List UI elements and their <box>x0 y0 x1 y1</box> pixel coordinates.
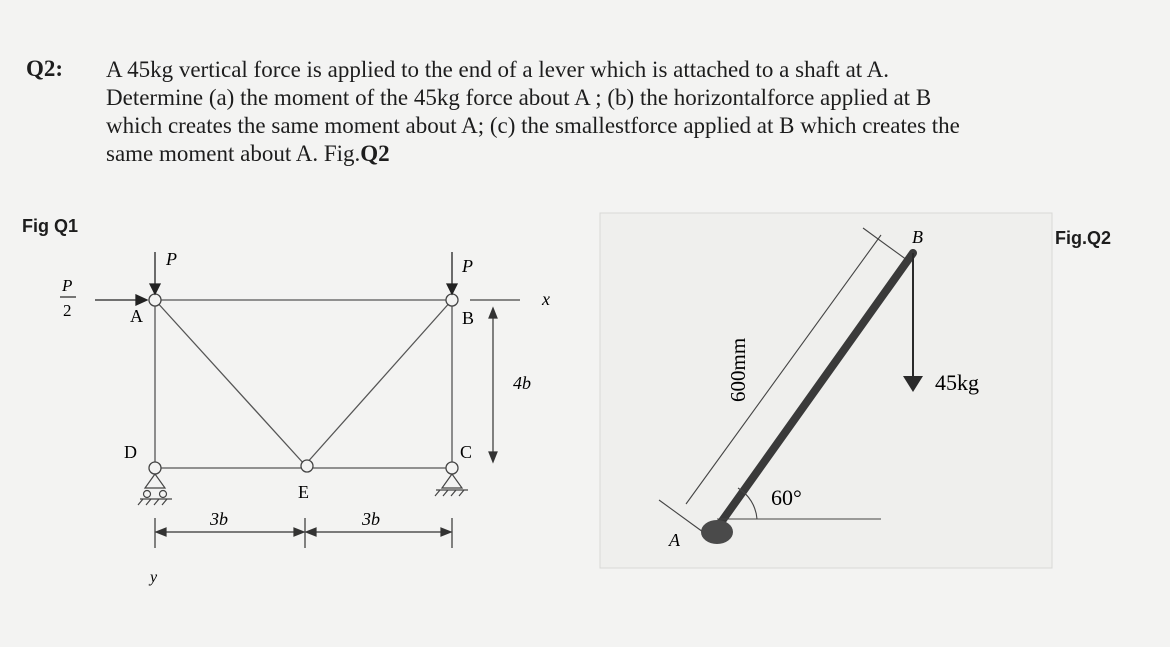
lever-figure <box>595 210 1055 575</box>
question-number: Q2: <box>26 56 64 81</box>
fig-q1-label: Fig Q1 <box>22 216 79 236</box>
load-arrowhead-left <box>150 284 160 294</box>
span-arrow-4 <box>441 528 451 536</box>
question-line-3: which creates the same moment about A; (c) the smallestforce applied at B which creates the <box>106 113 960 138</box>
joint-d <box>149 462 161 474</box>
joint-e <box>301 460 313 472</box>
node-b-label: B <box>462 308 475 328</box>
load-right-label: P <box>462 256 473 276</box>
hatch-d <box>138 499 167 505</box>
figure-frame <box>600 213 1052 568</box>
member-ae <box>155 300 305 465</box>
point-b-label: B <box>912 227 923 247</box>
load-left-label: P <box>166 249 177 269</box>
point-a-label: A <box>669 530 680 550</box>
angle-label: 60° <box>771 485 802 510</box>
pin-support-c <box>442 474 462 488</box>
x-axis-label: x <box>542 289 550 309</box>
node-e-label: E <box>298 482 309 502</box>
side-load-numerator: P <box>62 276 73 295</box>
height-dim-label: 4b <box>513 373 531 393</box>
pin-support-d <box>145 474 165 488</box>
span-arrow-1 <box>156 528 166 536</box>
side-load-denominator: 2 <box>63 301 72 320</box>
node-d-label: D <box>124 442 137 462</box>
span-arrow-2 <box>294 528 304 536</box>
node-a-label: A <box>130 306 143 326</box>
question-line-4-text: same moment about A. Fig. <box>106 141 361 166</box>
load-arrowhead-right <box>447 284 457 294</box>
node-c-label: C <box>460 442 473 462</box>
length-label: 600mm <box>726 337 750 402</box>
y-axis-label: y <box>150 569 158 586</box>
height-dim-arrow-top <box>489 308 497 318</box>
hatch-c <box>435 490 464 496</box>
joint-b <box>446 294 458 306</box>
span-left-label: 3b <box>210 509 228 529</box>
fig-q2-label: Fig.Q2 <box>1055 228 1112 248</box>
shaft-a <box>701 520 733 544</box>
height-dim-arrow-bottom <box>489 452 497 462</box>
joint-a <box>149 294 161 306</box>
span-arrow-3 <box>306 528 316 536</box>
member-be <box>305 300 452 465</box>
roller-d-2 <box>160 491 167 498</box>
question-line-1: A 45kg vertical force is applied to the end of a lever which is attached to a shaft at A. <box>106 57 890 82</box>
force-label: 45kg <box>935 370 979 395</box>
question-line-2: Determine (a) the moment of the 45kg force about A ; (b) the horizontalforce applied at B <box>106 85 932 110</box>
joint-c <box>446 462 458 474</box>
roller-d-1 <box>144 491 151 498</box>
span-right-label: 3b <box>362 509 380 529</box>
figure-reference: Q2 <box>360 141 390 166</box>
side-load-arrowhead <box>136 295 147 305</box>
